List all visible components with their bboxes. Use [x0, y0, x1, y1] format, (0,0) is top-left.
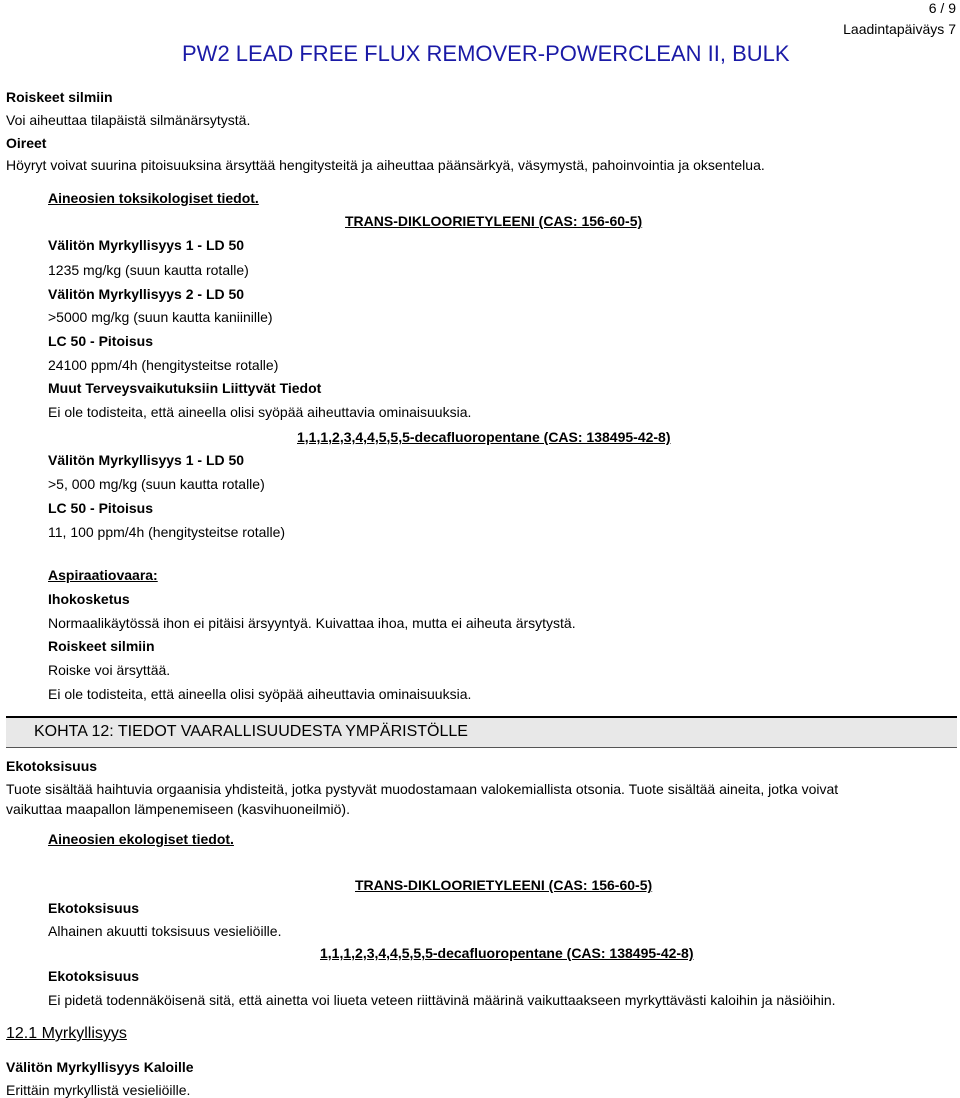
substance2-name: 1,1,1,2,3,4,4,5,5,5-decafluoropentane (CAS: 138495-42-8): [297, 429, 671, 445]
eco-substance1-name: TRANS-DIKLOORIETYLEENI (CAS: 156-60-5): [355, 877, 653, 893]
eco-substance1-text: Alhainen akuutti toksisuus vesieliöille.: [48, 923, 282, 939]
skin-contact-text: Normaalikäytössä ihon ei pitäisi ärsyyntyä. Kuivattaa ihoa, mutta ei aiheuta ärsytystä.: [48, 615, 576, 631]
lc50-value: 24100 ppm/4h (hengitysteitse rotalle): [48, 357, 279, 373]
eye-splash-heading: Roiskeet silmiin: [48, 638, 155, 654]
other-health-heading: Muut Terveysvaikutuksiin Liittyvät Tiedot: [48, 380, 322, 396]
acute-tox1-value: 1235 mg/kg (suun kautta rotalle): [48, 262, 249, 278]
carcinogenicity-text: Ei ole todisteita, että aineella olisi syöpää aiheuttavia ominaisuuksia.: [48, 686, 472, 702]
page-number: 6 / 9: [928, 0, 956, 16]
fish-toxicity-heading: Välitön Myrkyllisyys Kaloille: [6, 1059, 194, 1075]
skin-contact-heading: Ihokosketus: [48, 591, 130, 607]
substance1-name: TRANS-DIKLOORIETYLEENI (CAS: 156-60-5): [345, 213, 643, 229]
eyes-text: Voi aiheuttaa tilapäistä silmänärsytystä.: [6, 112, 251, 128]
eyes-heading: Roiskeet silmiin: [6, 89, 113, 105]
eco-substance2-heading: Ekotoksisuus: [48, 968, 140, 984]
acute-tox1-heading: Välitön Myrkyllisyys 1 - LD 50: [48, 237, 245, 253]
acute-tox1-value-2: >5, 000 mg/kg (suun kautta rotalle): [48, 476, 265, 492]
lc50-heading-2: LC 50 - Pitoisus: [48, 500, 154, 516]
eye-splash-text: Roiske voi ärsyttää.: [48, 662, 171, 678]
eco-substance1-heading: Ekotoksisuus: [48, 900, 140, 916]
fish-toxicity-text: Erittäin myrkyllistä vesieliöille.: [6, 1082, 191, 1098]
ecotoxicity-line-2: vaikuttaa maapallon lämpenemiseen (kasvihuoneilmiö).: [6, 801, 350, 817]
symptoms-heading: Oireet: [6, 135, 47, 151]
acute-tox2-value: >5000 mg/kg (suun kautta kaniinille): [48, 309, 273, 325]
eco-substance2-name: 1,1,1,2,3,4,4,5,5,5-decafluoropentane (CAS: 138495-42-8): [320, 945, 694, 961]
symptoms-text: Höyryt voivat suurina pitoisuuksina ärsyttää hengitysteitä ja aiheuttaa päänsärkyä, väsymystä, pahoinvointia ja oksentelua.: [6, 157, 765, 173]
eco-components-heading: Aineosien ekologiset tiedot.: [48, 831, 234, 847]
other-health-text: Ei ole todisteita, että aineella olisi syöpää aiheuttavia ominaisuuksia.: [48, 404, 472, 420]
lc50-heading: LC 50 - Pitoisus: [48, 333, 154, 349]
ecotoxicity-line-1: Tuote sisältää haihtuvia orgaanisia yhdisteitä, jotka pystyvät muodostamaan valokemiallista otsonia. Tuote sisältää aineita, jotka voivat: [6, 781, 839, 797]
document-title: PW2 LEAD FREE FLUX REMOVER-POWERCLEAN II, BULK: [182, 41, 790, 66]
tox-components-heading: Aineosien toksikologiset tiedot.: [48, 190, 259, 206]
section-12-header: [6, 716, 957, 748]
acute-tox1-heading-2: Välitön Myrkyllisyys 1 - LD 50: [48, 452, 245, 468]
ecotoxicity-heading: Ekotoksisuus: [6, 758, 98, 774]
section-12-title: KOHTA 12: TIEDOT VAARALLISUUDESTA YMPÄRISTÖLLE: [34, 723, 468, 740]
acute-tox2-heading: Välitön Myrkyllisyys 2 - LD 50: [48, 286, 245, 302]
revision-date: Laadintapäiväys 7: [843, 21, 956, 37]
lc50-value-2: 11, 100 ppm/4h (hengitysteitse rotalle): [48, 524, 286, 540]
eco-substance2-text: Ei pidetä todennäköisenä sitä, että ainetta voi liueta veteen riittävinä määrinä vaikuttaakseen myrkyttävästi kaloihin ja näsiöihin.: [48, 992, 836, 1008]
toxicity-subsection-heading: 12.1 Myrkyllisyys: [6, 1025, 127, 1042]
aspiration-heading: Aspiraatiovaara:: [48, 567, 158, 583]
